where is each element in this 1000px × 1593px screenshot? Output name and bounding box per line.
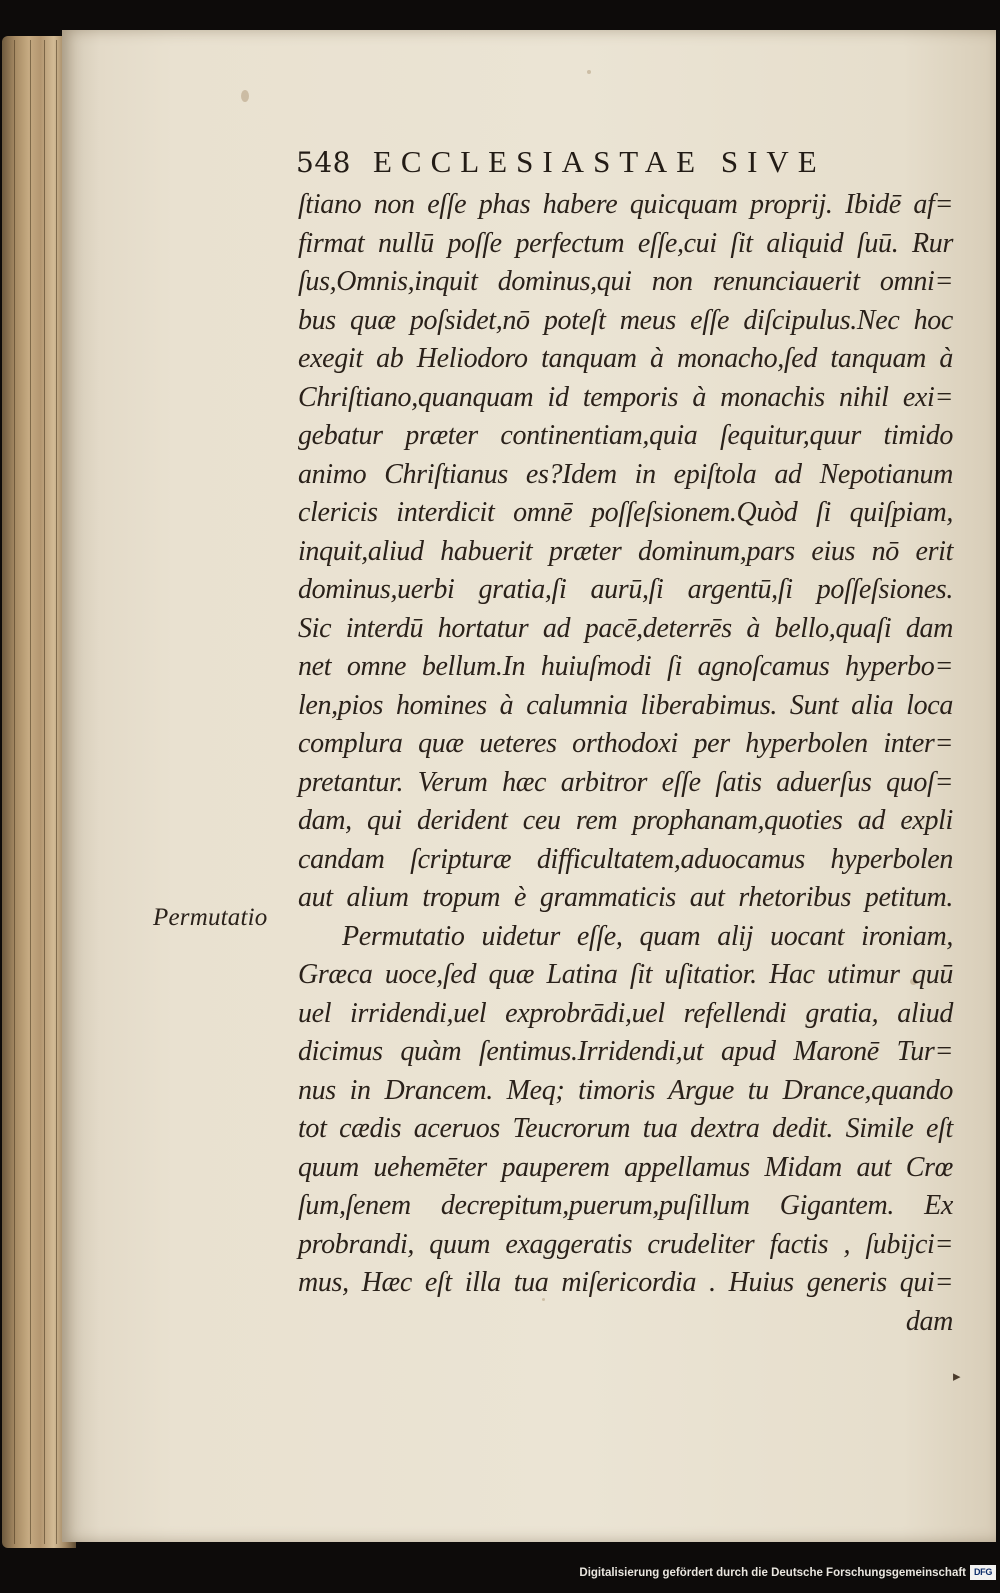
margin-mark-icon: ▸ [953,1367,961,1385]
footer-bar [0,1548,1000,1593]
page-edge-line [14,40,15,1544]
body-text [298,186,953,1341]
text-line: firmat nullū poſſe perfectum eſſe,cui ſit aliquid ſuū. Rur [298,227,953,259]
text-line: bus quæ poſsidet,nō poteſt meus eſſe diſcipulus.Nec hoc [298,304,953,336]
text-line: dam, qui derident ceu rem prophanam,quoties ad expli [298,805,953,836]
text-line: tot cædis aceruos Teucrorum tua dextra dedit. Simile eſt [298,1113,953,1144]
paper-stain [241,90,249,102]
text-line: exegit ab Heliodoro tanquam à monacho,ſed tanquam à [298,343,953,374]
page-edge-line [56,40,57,1544]
text-line: ſtiano non eſſe phas habere quicquam proprij. Ibidē af= [298,189,953,220]
funding-credit: Digitalisierung gefördert durch die Deutsche Forschungsgemeinschaft [579,1567,966,1579]
dfg-logo-icon: DFG [970,1565,996,1580]
text-line: Sic interdū hortatur ad pacē,deterrēs à bello,quaſi dam [298,612,953,644]
text-line: dominus,uerbi gratia,ſi aurū,ſi argentū,ſi poſſeſsiones. [298,574,953,605]
page-edge-line [30,40,31,1544]
page-number: 548 [296,146,351,179]
paper-stain [587,70,591,74]
marginal-note: Permutatio [153,904,268,931]
text-line: ſus,Omnis,inquit dominus,qui non renunciauerit omni= [298,266,953,297]
text-line: inquit,aliud habuerit præter dominum,pars eius nō erit [298,535,953,567]
text-line: ſum,ſenem decrepitum,puerum,puſillum Gigantem. Ex [298,1190,953,1221]
running-head: ECCLESIASTAE SIVE [372,144,826,179]
text-line: net omne bellum.In huiuſmodi ſi agnoſcamus hyperbo= [298,651,953,682]
text-line: candam ſcripturæ difficultatem,aduocamus hyperbolen [298,843,953,875]
text-line: animo Chriſtianus es?Idem in epiſtola ad Nepotianum [298,458,953,490]
page-header [296,144,896,188]
text-line: Græca uoce,ſed quæ Latina ſit uſitatior. Hac utimur quū [298,959,953,990]
catchword: dam [905,1305,953,1337]
text-line: gebatur præter continentiam,quia ſequitur,quur timido [298,420,953,451]
text-line: uel irridendi,uel exprobrādi,uel refellendi gratia, aliud [298,997,953,1029]
text-line: probrandi, quum exaggeratis crudeliter factis , ſubijci= [298,1228,953,1260]
text-line: quum uehemēter pauperem appellamus Midam aut Crœ [298,1151,953,1183]
text-line: aut alium tropum è grammaticis aut rhetoribus petitum. [298,882,953,913]
page-edge-line [44,40,45,1544]
text-line: len,pios homines à calumnia liberabimus. Sunt alia loca [298,689,953,721]
text-line: pretantur. Verum hæc arbitror eſſe ſatis aduerſus quoſ= [298,766,953,798]
text-line: mus, Hæc eſt illa tua miſericordia . Huius generis qui= [298,1267,953,1298]
text-line: dicimus quàm ſentimus.Irridendi,ut apud Maronē Tur= [298,1036,953,1067]
text-line: complura quæ ueteres orthodoxi per hyperbolen inter= [298,728,953,759]
text-line: clericis interdicit omnē poſſeſsionem.Quòd ſi quiſpiam, [298,497,953,528]
text-line-paragraph-start: Permutatio uidetur eſſe, quam alij uocant ironiam, [342,920,953,952]
text-line: nus in Drancem. Meq; timoris Argue tu Drance,quando [298,1074,953,1106]
text-line: Chriſtiano,quanquam id temporis à monachis nihil exi= [298,381,953,413]
